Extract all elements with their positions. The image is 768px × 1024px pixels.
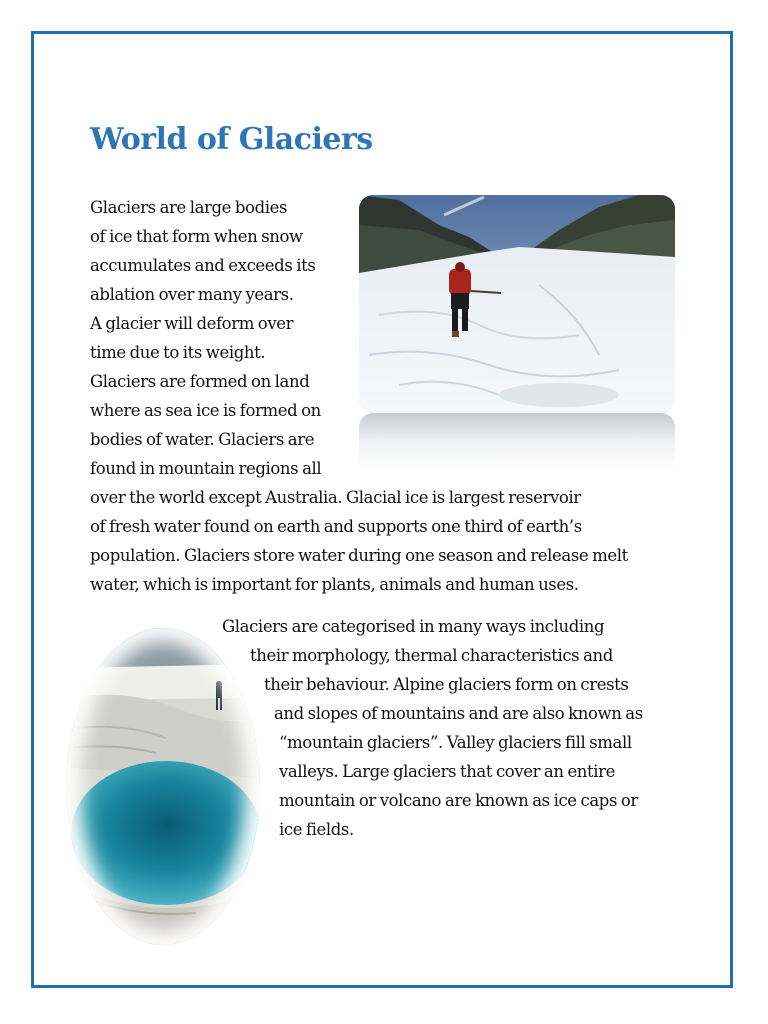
paragraph-2-line: valleys. Large glaciers that cover an entire (279, 762, 615, 781)
glacier-blue-pool-photo (66, 628, 260, 945)
paragraph-2-line: their morphology, thermal characteristics and (250, 646, 613, 665)
paragraph-1-line: bodies of water. Glaciers are (90, 430, 315, 449)
paragraph-1-line: of ice that form when snow (90, 227, 303, 246)
paragraph-1-line: time due to its weight. (90, 343, 266, 362)
photo-reflection (359, 413, 675, 471)
paragraph-2-line: “mountain glaciers”. Valley glaciers fill small (279, 733, 632, 752)
paragraph-1-line: accumulates and exceeds its (90, 256, 316, 275)
paragraph-1-line: water, which is important for plants, animals and human uses. (90, 575, 579, 594)
paragraph-1-line: A glacier will deform over (90, 314, 294, 333)
paragraph-2-line: ice fields. (279, 820, 354, 839)
hiker-on-glacier-photo (359, 195, 675, 413)
paragraph-1-line: where as sea ice is formed on (90, 401, 321, 420)
paragraph-1-line: found in mountain regions all (90, 459, 322, 478)
paragraph-2-line: their behaviour. Alpine glaciers form on crests (264, 675, 629, 694)
paragraph-1-line: ablation over many years. (90, 285, 294, 304)
paragraph-1-line: of fresh water found on earth and supports one third of earth’s (90, 517, 582, 536)
paragraph-2-line: Glaciers are categorised in many ways including (222, 617, 605, 636)
paragraph-1-line: population. Glaciers store water during one season and release melt (90, 546, 628, 565)
paragraph-1-line: over the world except Australia. Glacial ice is largest reservoir (90, 488, 581, 507)
paragraph-1-line: Glaciers are large bodies (90, 198, 288, 217)
oval-vignette (66, 628, 260, 945)
paragraph-2-line: and slopes of mountains and are also known as (274, 704, 643, 723)
paragraph-2-line: mountain or volcano are known as ice caps or (279, 791, 638, 810)
paragraph-1-line: Glaciers are formed on land (90, 372, 310, 391)
page-title: World of Glaciers (90, 122, 373, 157)
